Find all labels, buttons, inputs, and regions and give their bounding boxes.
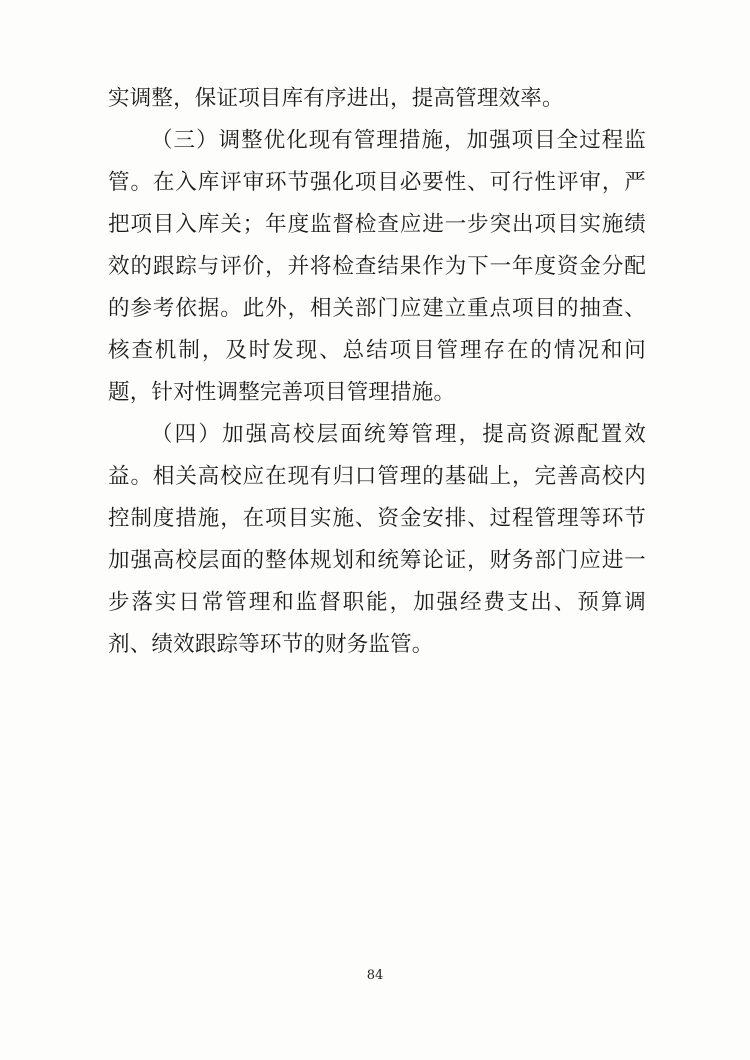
page-number: 84 [366,968,384,983]
paragraph-section-four: （四）加强高校层面统筹管理，提高资源配置效益。相关高校应在现有归口管理的基础上，完善高校内控制度措施，在项目实施、资金安排、过程管理等环节加强高校层面的整体规划和统筹论证，财务部门应进一步落实日常管理和监督职能，加强经费支出、预算调剂、绩效跟踪等环节的财务监管。 [108,422,646,657]
paragraph-continuation: 实调整，保证项目库有序进出，提高管理效率。 [108,86,564,111]
paragraph-section-three: （三）调整优化现有管理措施，加强项目全过程监管。在入库评审环节强化项目必要性、可行性评审，严把项目入库关；年度监督检查应进一步突出项目实施绩效的跟踪与评价，并将检查结果作为下一年度资金分配的参考依据。此外，相关部门应建立重点项目的抽查、核查机制，及时发现、总结项目管理存在的情况和问题，针对性调整完善项目管理措施。 [108,128,646,405]
page-content [108,78,646,666]
